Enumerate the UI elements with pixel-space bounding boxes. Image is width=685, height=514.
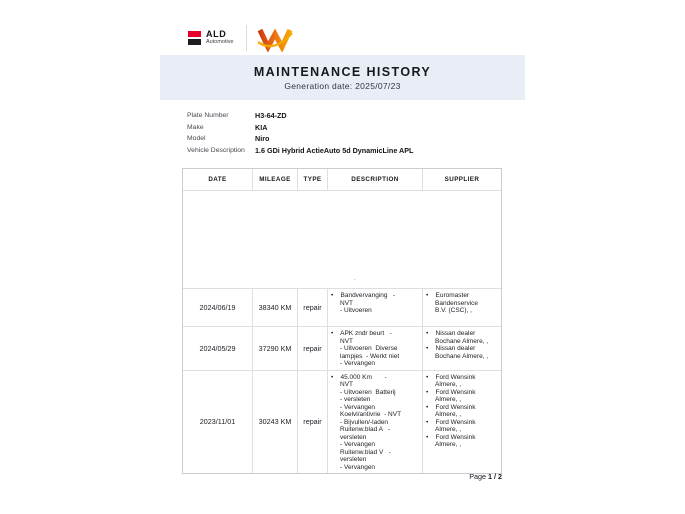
cell-description-line: - Uitvoeren xyxy=(340,307,372,314)
vehicle-info-label: Make xyxy=(187,123,204,131)
ald-logo-title: ALD xyxy=(206,29,227,39)
column-header-mileage: MILEAGE xyxy=(253,169,298,191)
cell-mileage: 37290 KM xyxy=(253,327,298,371)
table-row xyxy=(183,371,501,474)
wensink-w-logo-icon xyxy=(257,25,293,52)
cell-description-line: - Vervangen xyxy=(340,441,376,448)
table-body xyxy=(183,289,501,473)
cell-supplier-line: B.V. (CSC), , xyxy=(435,307,472,314)
cell-description-line: - Uitvoeren Diverse xyxy=(340,345,398,352)
vehicle-info-label: Plate Number xyxy=(187,112,229,120)
logo-divider xyxy=(246,25,247,51)
table-row xyxy=(183,327,501,371)
cell-date: 2024/06/19 xyxy=(183,289,253,327)
cell-supplier-line: Bochane Almere, , xyxy=(435,337,489,345)
ald-logo-subtitle: Automotive xyxy=(206,39,234,45)
cell-supplier xyxy=(423,371,501,474)
cell-supplier-line: Almere, , xyxy=(435,396,462,403)
cell-description xyxy=(328,327,423,371)
page-number xyxy=(182,472,502,481)
report-header-band xyxy=(160,55,525,100)
cell-description-line: - Uitvoeren Batterij xyxy=(340,388,396,396)
cell-supplier-line: • Nissan dealer xyxy=(426,330,476,337)
ald-automotive-logo xyxy=(188,30,234,46)
cell-description-line: Ruitenw.blad V - xyxy=(340,448,391,456)
logo-row xyxy=(188,24,293,52)
cell-description-line: - versleten xyxy=(340,396,371,403)
cell-description-line: - Bijvullen/-laden xyxy=(340,418,389,426)
cell-supplier-line: • Ford Wensink xyxy=(426,418,476,426)
cell-description-line: • Bandvervanging - xyxy=(331,292,396,299)
cell-supplier-line: Almere, , xyxy=(435,411,462,418)
ald-logo-icon xyxy=(188,31,201,45)
column-header-type: TYPE xyxy=(298,169,328,191)
cell-supplier-line: • Nissan dealer xyxy=(426,345,476,352)
cell-mileage: 30243 KM xyxy=(253,371,298,474)
generation-date: Generation date: 2025/07/23 xyxy=(284,81,401,91)
cell-mileage: 38340 KM xyxy=(253,289,298,327)
cell-description-line: • 45.000 Km - xyxy=(331,373,387,381)
vehicle-info-value: 1.6 GDi Hybrid ActieAuto 5d DynamicLine APL xyxy=(255,145,414,155)
cell-date: 2023/11/01 xyxy=(183,371,253,474)
cell-description xyxy=(328,289,423,327)
cell-supplier-line: Almere, , xyxy=(435,441,462,448)
vehicle-info-value: H3-64-ZD xyxy=(255,111,287,121)
page-number-label: Page xyxy=(469,472,486,481)
cell-supplier-line: • Ford Wensink xyxy=(426,403,476,411)
cell-description-line: NVT xyxy=(340,381,353,388)
cell-supplier-line: • Ford Wensink xyxy=(426,373,476,381)
cell-type: repair xyxy=(298,371,328,474)
vehicle-info-value: KIA xyxy=(255,122,268,132)
cell-description-line: NVT xyxy=(340,337,353,345)
ald-square-black xyxy=(188,39,201,45)
cell-supplier-line: Bandenservice xyxy=(435,299,478,307)
vehicle-info-value: Niro xyxy=(255,134,270,144)
vehicle-info-row xyxy=(187,122,413,134)
column-header-supplier: SUPPLIER xyxy=(423,169,501,191)
cell-description-line: lampjes - Werkt niet xyxy=(340,352,400,360)
vehicle-info-label: Vehicle Description xyxy=(187,146,245,154)
cell-type: repair xyxy=(298,327,328,371)
cell-description-line: • APK zndr beurt - xyxy=(331,330,392,337)
cell-supplier xyxy=(423,289,501,327)
cell-description-line: - Vervangen xyxy=(340,403,376,411)
column-header-date: DATE xyxy=(183,169,253,191)
table-row xyxy=(183,289,501,327)
cell-description-line: NVT xyxy=(340,299,353,307)
cell-type: repair xyxy=(298,289,328,327)
cell-supplier-line: Almere, , xyxy=(435,426,462,433)
cell-date: 2024/05/29 xyxy=(183,327,253,371)
vehicle-info-block xyxy=(187,110,413,156)
cell-description-line: - Vervangen xyxy=(340,463,376,471)
vehicle-info-label: Model xyxy=(187,135,206,143)
cell-supplier xyxy=(423,327,501,371)
cell-supplier-line: Bochane Almere, , xyxy=(435,352,489,360)
cell-supplier-line: • Ford Wensink xyxy=(426,388,476,396)
cell-supplier-line: • Ford Wensink xyxy=(426,433,476,441)
column-header-description: DESCRIPTION xyxy=(328,169,423,191)
page-title: MAINTENANCE HISTORY xyxy=(253,65,432,79)
maintenance-history-table xyxy=(182,168,502,474)
empty-row-marker: . xyxy=(354,276,356,282)
vehicle-info-row xyxy=(187,133,413,145)
cell-description-line: - Vervangen xyxy=(340,360,376,367)
table-header-row xyxy=(183,169,501,191)
page-number-value: 1 / 2 xyxy=(488,472,502,481)
cell-supplier-line: Almere, , xyxy=(435,381,462,388)
cell-description-line: Ruitenw.blad A - xyxy=(340,426,391,433)
cell-description-line: versleten xyxy=(340,456,367,463)
cell-supplier-line: • Euromaster xyxy=(426,292,470,299)
vehicle-info-row xyxy=(187,145,413,157)
ald-logo-text xyxy=(206,30,234,46)
table-empty-row xyxy=(183,191,501,289)
cell-description xyxy=(328,371,423,474)
vehicle-info-row xyxy=(187,110,413,122)
cell-description-line: versleten xyxy=(340,433,367,441)
cell-description-line: Koelvl/antivrie - NVT xyxy=(340,411,402,418)
